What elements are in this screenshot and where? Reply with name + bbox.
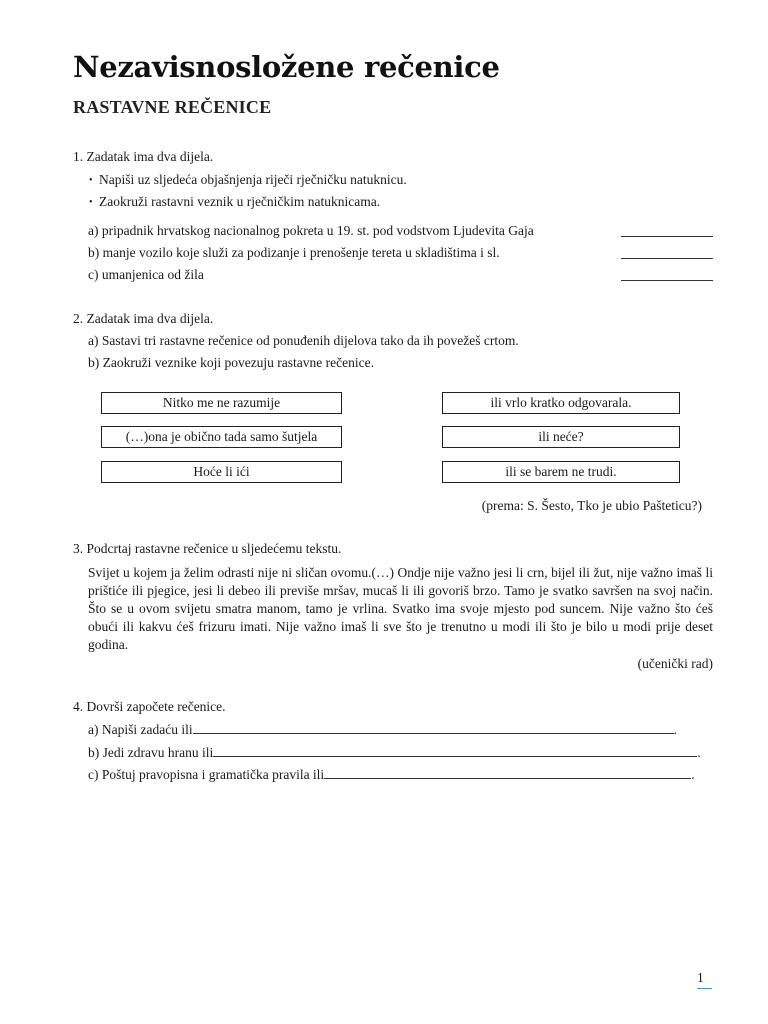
bullet-icon: •	[89, 197, 93, 208]
task4-item-c-row	[88, 765, 695, 784]
task3-heading: 3. Podcrtaj rastavne rečenice u sljedećemu tekstu.	[73, 541, 342, 556]
task1-answer-a[interactable]	[621, 236, 713, 237]
task4-heading: 4. Dovrši započete rečenice.	[73, 699, 226, 714]
task4-item-a: a) Napiši zadaću ili	[88, 722, 193, 737]
right-sentence-part-2[interactable]: ili neće?	[442, 426, 680, 448]
task4-item-c: c) Poštuj pravopisna i gramatička pravila ili	[88, 767, 325, 782]
task1-bullet-1: Napiši uz sljedeća objašnjenja riječi rječničku natuknicu.	[99, 172, 407, 187]
end-mark: .	[673, 722, 677, 737]
task4-item-a-row	[88, 720, 677, 739]
task1-answer-b[interactable]	[621, 258, 713, 259]
end-mark: .	[691, 767, 695, 782]
task2-item-a: a) Sastavi tri rastavne rečenice od ponuđenih dijelova tako da ih povežeš crtom.	[88, 333, 519, 348]
task2-item-b: b) Zaokruži veznike koji povezuju rastavne rečenice.	[88, 355, 374, 370]
left-sentence-part-3[interactable]: Hoće li ići	[101, 461, 342, 483]
task1-item-b: b) manje vozilo koje služi za podizanje i prenošenje tereta u skladištima i sl.	[88, 245, 500, 260]
page-subtitle: RASTAVNE REČENICE	[73, 97, 272, 117]
task1-item-a: a) pripadnik hrvatskog nacionalnog pokreta u 19. st. pod vodstvom Ljudevita Gaja	[88, 223, 534, 238]
task1-item-c: c) umanjenica od žila	[88, 267, 204, 282]
left-sentence-part-1[interactable]: Nitko me ne razumije	[101, 392, 342, 414]
page-number: 1	[697, 970, 704, 985]
end-mark: .	[697, 745, 701, 760]
task3-text[interactable]: Svijet u kojem ja želim odrasti nije ni sličan ovomu.(…) Ondje nije važno jesi li crn, bijel ili žut, nije važno imaš li prištiće ili pjegice, jesi li debeo ili previše mršav, mucaš li ili govoriš brzo. Tamo je svatko savršen na svoj način. Što se u ovom svijetu smatra manom, tamo je vrlina. Svatko ima svoje mjesto pod suncem. Nije važno što ćeš obući ili kakvu ćeš frizuru imati. Nije važno imaš li sve što je trenutno u modi ili što je bilo u modi prije deset godina.	[88, 565, 713, 652]
task4-answer-b[interactable]	[213, 743, 697, 757]
task1-answer-c[interactable]	[621, 280, 713, 281]
page-number-underline	[697, 988, 712, 989]
bullet-icon: •	[89, 175, 93, 186]
task3-source: (učenički rad)	[637, 656, 713, 671]
task4-item-b-row	[88, 743, 701, 762]
left-sentence-part-2[interactable]: (…)ona je obično tada samo šutjela	[101, 426, 342, 448]
task1-heading: 1. Zadatak ima dva dijela.	[73, 149, 214, 164]
task2-source: (prema: S. Šesto, Tko je ubio Pašteticu?)	[481, 498, 702, 513]
right-sentence-part-3[interactable]: ili se barem ne trudi.	[442, 461, 680, 483]
task4-item-b: b) Jedi zdravu hranu ili	[88, 745, 214, 760]
task1-bullet-2: Zaokruži rastavni veznik u rječničkim natuknicama.	[99, 194, 381, 209]
task2-heading: 2. Zadatak ima dva dijela.	[73, 311, 214, 326]
task4-answer-a[interactable]	[193, 720, 674, 734]
task4-answer-c[interactable]	[324, 765, 691, 779]
page-title: Nezavisnosložene rečenice	[73, 50, 500, 84]
right-sentence-part-1[interactable]: ili vrlo kratko odgovarala.	[442, 392, 680, 414]
